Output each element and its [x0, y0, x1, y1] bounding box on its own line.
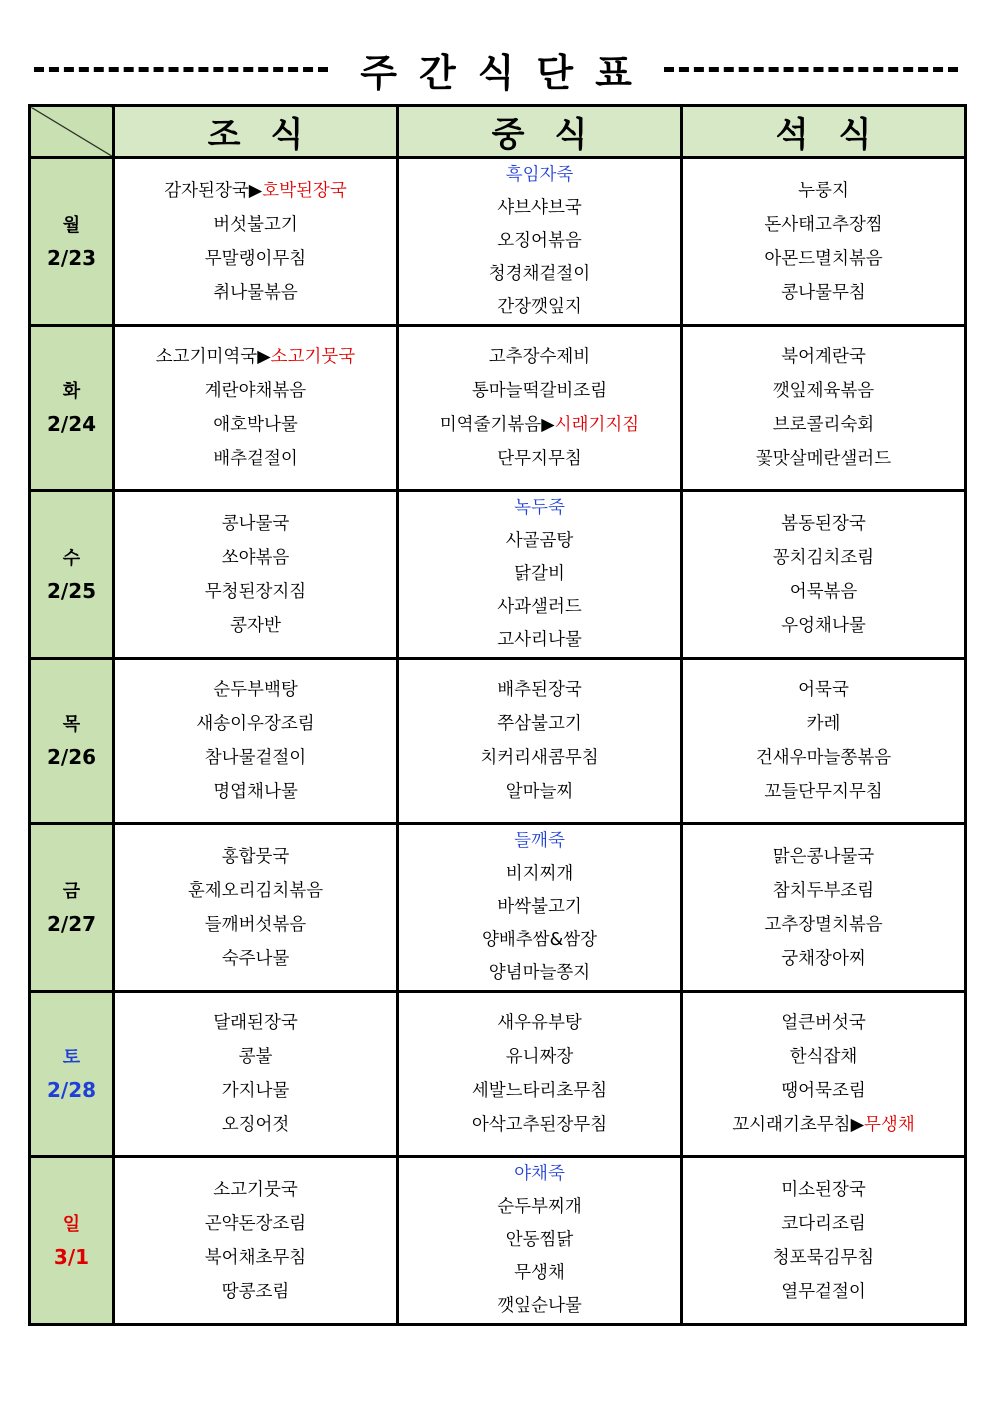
breakfast-cell [114, 992, 398, 1157]
day-date: 2/24 [46, 412, 97, 436]
menu-item: 청경채겉절이 [488, 264, 591, 284]
day-cell [30, 491, 114, 659]
header-dinner: 석식 [682, 106, 966, 158]
breakfast-cell [114, 824, 398, 992]
menu-title [28, 38, 964, 100]
menu-item: 명엽채나물 [213, 782, 298, 802]
substitute-item: 시래기지짐 [554, 415, 640, 435]
menu-item [115, 174, 396, 208]
menu-item: 샤브샤브국 [497, 198, 582, 218]
menu-item: 어묵국 [798, 680, 849, 700]
day-name: 토 [62, 1047, 81, 1068]
menu-item: 사과샐러드 [497, 597, 582, 617]
breakfast-cell [114, 1157, 398, 1325]
menu-item: 열무겉절이 [781, 1281, 866, 1302]
menu-item: 소고기뭇국 [213, 1179, 298, 1200]
lunch-cell [398, 491, 682, 659]
day-date: 2/26 [46, 745, 97, 769]
menu-item: 양배추쌈&쌈장 [481, 930, 598, 950]
menu-item: 오징어볶음 [497, 231, 582, 251]
menu-item: 땅콩조림 [221, 1281, 290, 1302]
dinner-cell [682, 326, 966, 491]
dinner-cell [682, 491, 966, 659]
menu-item: 아삭고추된장무침 [471, 1115, 608, 1135]
menu-item: 홍합뭇국 [221, 846, 290, 867]
menu-item [399, 408, 680, 442]
day-date: 2/28 [46, 1078, 97, 1102]
lunch-cell [398, 158, 682, 326]
menu-item: 오징어젓 [221, 1115, 290, 1135]
lunch-cell [398, 824, 682, 992]
day-name: 화 [62, 381, 81, 402]
menu-item: 깻잎순나물 [497, 1296, 582, 1316]
menu-item: 고추장수제비 [488, 347, 591, 367]
menu-item: 새우유부탕 [497, 1013, 582, 1033]
day-name: 수 [62, 547, 81, 569]
menu-item: 순두부찌개 [497, 1197, 582, 1217]
menu-item: 단무지무침 [497, 449, 582, 469]
day-date: 2/23 [46, 245, 97, 270]
menu-item: 콩불 [238, 1047, 273, 1067]
menu-item [115, 340, 396, 374]
menu-item: 콩자반 [230, 615, 281, 636]
day-row [30, 992, 966, 1157]
menu-item: 건새우마늘쫑볶음 [755, 748, 892, 768]
day-cell [30, 158, 114, 326]
menu-item: 훈제오리김치볶음 [187, 880, 324, 901]
menu-item: 북어계란국 [781, 347, 866, 367]
dinner-cell [682, 1157, 966, 1325]
menu-item: 고추장멸치볶음 [764, 914, 883, 935]
menu-item: 숙주나물 [221, 948, 290, 969]
menu-item: 북어채초무침 [204, 1247, 307, 1268]
menu-body [30, 158, 966, 1325]
menu-item: 콩나물무침 [781, 282, 866, 303]
menu-item: 양념마늘쫑지 [488, 963, 591, 983]
menu-item: 닭갈비 [514, 564, 565, 584]
substitute-item: 소고기뭇국 [270, 347, 356, 367]
menu-item: 유니짜장 [505, 1047, 574, 1067]
menu-item: 코다리조림 [781, 1213, 866, 1234]
dinner-cell [682, 659, 966, 824]
lunch-cell [398, 326, 682, 491]
menu-item: 배추겉절이 [213, 449, 298, 469]
menu-item: 간장깻잎지 [497, 297, 582, 317]
original-item: 감자된장국▶ [164, 180, 263, 201]
porridge-item: 들깨죽 [514, 831, 565, 851]
menu-item: 세발느타리초무침 [471, 1081, 608, 1101]
menu-item: 꽃맛살메란샐러드 [755, 449, 892, 469]
menu-item: 맑은콩나물국 [772, 846, 875, 867]
day-date: 3/1 [53, 1244, 90, 1269]
menu-item: 쏘야볶음 [221, 547, 290, 568]
menu-item: 콩나물국 [221, 513, 290, 534]
menu-item: 곤약돈장조림 [204, 1213, 307, 1234]
menu-item: 사골곰탕 [505, 531, 574, 551]
menu-item: 들깨버섯볶음 [204, 914, 307, 935]
menu-item: 꽁치김치조림 [772, 547, 875, 568]
menu-item: 한식잡채 [789, 1047, 858, 1067]
menu-item [683, 1108, 964, 1142]
menu-item: 참치두부조림 [772, 880, 875, 901]
porridge-item: 녹두죽 [514, 498, 565, 518]
day-row [30, 158, 966, 326]
substitute-item: 호박된장국 [262, 180, 347, 201]
dinner-cell [682, 824, 966, 992]
original-item: 미역줄기볶음▶ [439, 415, 555, 435]
menu-item: 배추된장국 [497, 680, 582, 700]
day-name: 금 [62, 880, 81, 902]
day-cell [30, 1157, 114, 1325]
day-name: 목 [62, 714, 81, 735]
menu-item: 가지나물 [221, 1081, 290, 1101]
menu-item: 누룽지 [798, 180, 849, 201]
original-item: 꼬시래기초무침▶ [732, 1115, 865, 1135]
dinner-cell [682, 992, 966, 1157]
day-cell [30, 824, 114, 992]
day-name: 월 [62, 214, 81, 236]
title-dash-left [34, 67, 328, 72]
menu-item: 무생채 [514, 1263, 565, 1283]
lunch-cell [398, 1157, 682, 1325]
corner-cell [30, 106, 114, 158]
substitute-item: 무생채 [864, 1115, 915, 1135]
day-name: 일 [62, 1213, 81, 1235]
menu-item: 애호박나물 [213, 415, 298, 435]
menu-item: 순두부백탕 [213, 680, 298, 700]
menu-item: 꼬들단무지무침 [764, 782, 883, 802]
menu-item: 알마늘찌 [505, 782, 574, 802]
day-row [30, 659, 966, 824]
day-cell [30, 992, 114, 1157]
lunch-cell [398, 992, 682, 1157]
menu-item: 계란야채볶음 [204, 381, 307, 401]
page-title: 주간식단표 [360, 50, 654, 95]
header-lunch: 중식 [398, 106, 682, 158]
menu-item: 쭈삼불고기 [497, 714, 582, 734]
lunch-cell [398, 659, 682, 824]
menu-item: 달래된장국 [213, 1013, 298, 1033]
day-row [30, 491, 966, 659]
menu-item: 안동찜닭 [505, 1230, 574, 1250]
menu-item: 얼큰버섯국 [781, 1013, 866, 1033]
porridge-item: 흑임자죽 [505, 165, 574, 185]
day-row [30, 824, 966, 992]
menu-item: 청포묵김무침 [772, 1247, 875, 1268]
menu-item: 궁채장아찌 [781, 948, 866, 969]
breakfast-cell [114, 326, 398, 491]
menu-item: 미소된장국 [781, 1179, 866, 1200]
menu-item: 새송이우장조림 [196, 714, 315, 734]
header-row [30, 106, 966, 158]
breakfast-cell [114, 491, 398, 659]
day-row [30, 1157, 966, 1325]
menu-item: 바싹불고기 [497, 897, 582, 917]
menu-item: 카레 [806, 714, 841, 734]
header-breakfast: 조식 [114, 106, 398, 158]
menu-item: 통마늘떡갈비조림 [471, 381, 608, 401]
menu-item: 돈사태고추장찜 [764, 214, 883, 235]
menu-item: 무청된장지짐 [204, 581, 307, 602]
menu-item: 우엉채나물 [781, 615, 866, 636]
dinner-cell [682, 158, 966, 326]
day-row [30, 326, 966, 491]
menu-item: 비지찌개 [505, 864, 574, 884]
title-dash-right [664, 67, 958, 72]
day-cell [30, 659, 114, 824]
menu-item: 깻잎제육볶음 [772, 381, 875, 401]
day-date: 2/25 [46, 578, 97, 603]
menu-item: 아몬드멸치볶음 [764, 248, 883, 269]
menu-item: 무말랭이무침 [204, 248, 307, 269]
day-cell [30, 326, 114, 491]
menu-item: 고사리나물 [497, 630, 582, 650]
breakfast-cell [114, 158, 398, 326]
menu-item: 땡어묵조림 [781, 1081, 866, 1101]
day-date: 2/27 [46, 911, 97, 936]
menu-item: 참나물겉절이 [204, 748, 307, 768]
weekly-menu-table [28, 104, 967, 1326]
menu-item: 브로콜리숙회 [772, 415, 875, 435]
breakfast-cell [114, 659, 398, 824]
menu-item: 취나물볶음 [213, 282, 298, 303]
menu-item: 버섯불고기 [213, 214, 298, 235]
original-item: 소고기미역국▶ [155, 347, 271, 367]
porridge-item: 야채죽 [514, 1164, 565, 1184]
menu-item: 치커리새콤무침 [480, 748, 599, 768]
menu-item: 어묵볶음 [789, 581, 858, 602]
menu-item: 봄동된장국 [781, 513, 866, 534]
